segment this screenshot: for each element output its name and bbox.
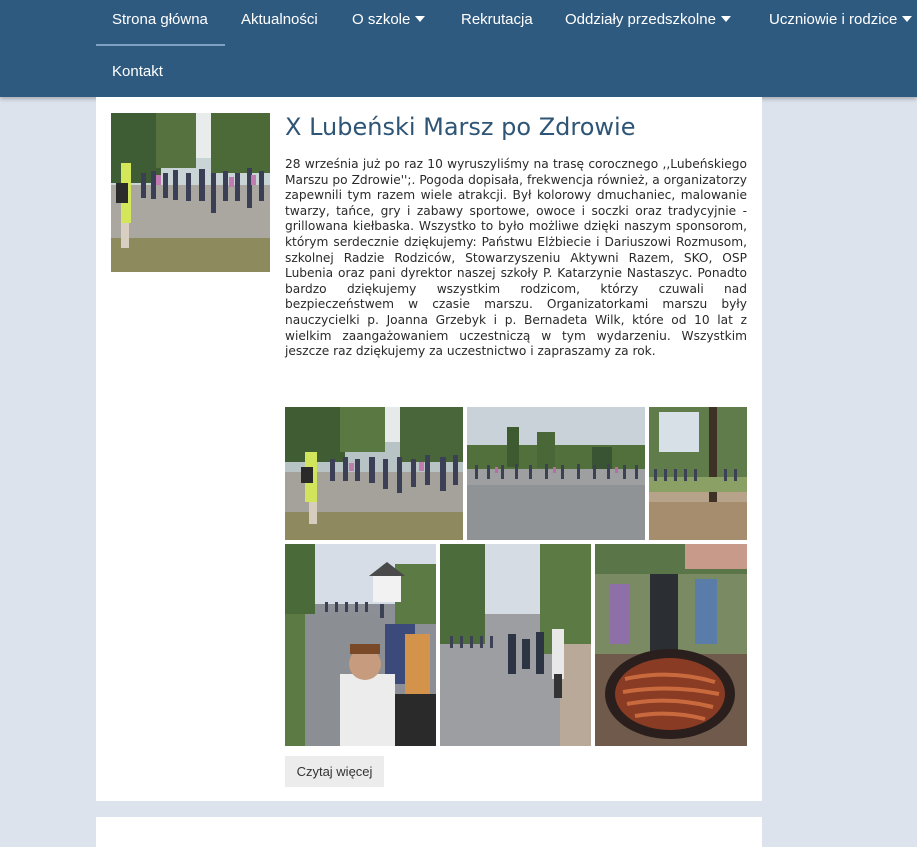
nav-item-label: Rekrutacja [461, 11, 533, 28]
nav-item-recruitment[interactable] [461, 11, 533, 28]
active-nav-indicator [96, 44, 225, 46]
nav-item-about-school[interactable] [352, 11, 425, 28]
nav-item-home[interactable] [112, 11, 208, 28]
gallery-photo-3[interactable] [649, 407, 747, 540]
article-body: 28 września już po raz 10 wyruszyliśmy na trasę corocznego ,,Lubeńskiego Marszu po Zdrowie'';. Pogoda dopisała, frekwencja również, a organizatorzy zapewnili tym razem wiele atrakcji. Był kolorowy dmuchaniec, malowanie twarzy, tańce, gry i zabawy sportowe, owoce i soczki oraz tradycyjnie - grillowana kiełbaska. Wszystko to było możliwe dzięki naszym sponsorom, którym serdecznie dziękujemy: Państwu Elżbiecie i Dariuszowi Rozmusom, szkolnej Radzie Rodziców, Stowarzyszeniu Aktywni Razem, SKO, OSP Lubenia oraz pani dyrektor naszej szkoły P. Katarzynie Nastaszyc. Ponadto bardzo dziękujemy wszystkim rodzicom, którzy czuwali nad bezpieczeństwem w czasie marszu. Organizatorkami marszu były nauczycielki p. Joanna Grzebyk i p. Bernadeta Wilk, które od 10 lat z wielkim zaangażowaniem uczestniczą w tym wydarzeniu. Wszystkim jeszcze raz dziękujemy za uczestnictwo i zapraszamy za rok. [285, 157, 747, 359]
article-thumbnail[interactable] [111, 113, 270, 272]
nav-item-students-parents[interactable] [769, 11, 912, 28]
read-more-button[interactable]: Czytaj więcej [285, 756, 384, 787]
nav-item-news[interactable] [241, 11, 318, 28]
nav-item-label: Uczniowie i rodzice [769, 11, 898, 28]
nav-item-label: Kontakt [112, 63, 163, 80]
nav-item-label: Aktualności [241, 11, 318, 28]
nav-item-preschool[interactable] [565, 11, 731, 28]
nav-item-label: O szkole [352, 11, 411, 28]
next-article-card [96, 817, 762, 847]
caret-down-icon [902, 16, 912, 22]
gallery-photo-2[interactable] [467, 407, 645, 540]
main-navigation [0, 0, 917, 97]
caret-down-icon [415, 16, 425, 22]
article-title[interactable]: X Lubeński Marsz po Zdrowie [285, 113, 636, 141]
gallery-photo-6[interactable] [595, 544, 747, 746]
gallery-photo-5[interactable] [440, 544, 591, 746]
nav-item-label: Oddziały przedszkolne [565, 11, 716, 28]
nav-item-label: Strona główna [112, 11, 208, 28]
nav-item-contact[interactable] [112, 63, 163, 80]
gallery-photo-4[interactable] [285, 544, 436, 746]
gallery-photo-1[interactable] [285, 407, 463, 540]
caret-down-icon [721, 16, 731, 22]
